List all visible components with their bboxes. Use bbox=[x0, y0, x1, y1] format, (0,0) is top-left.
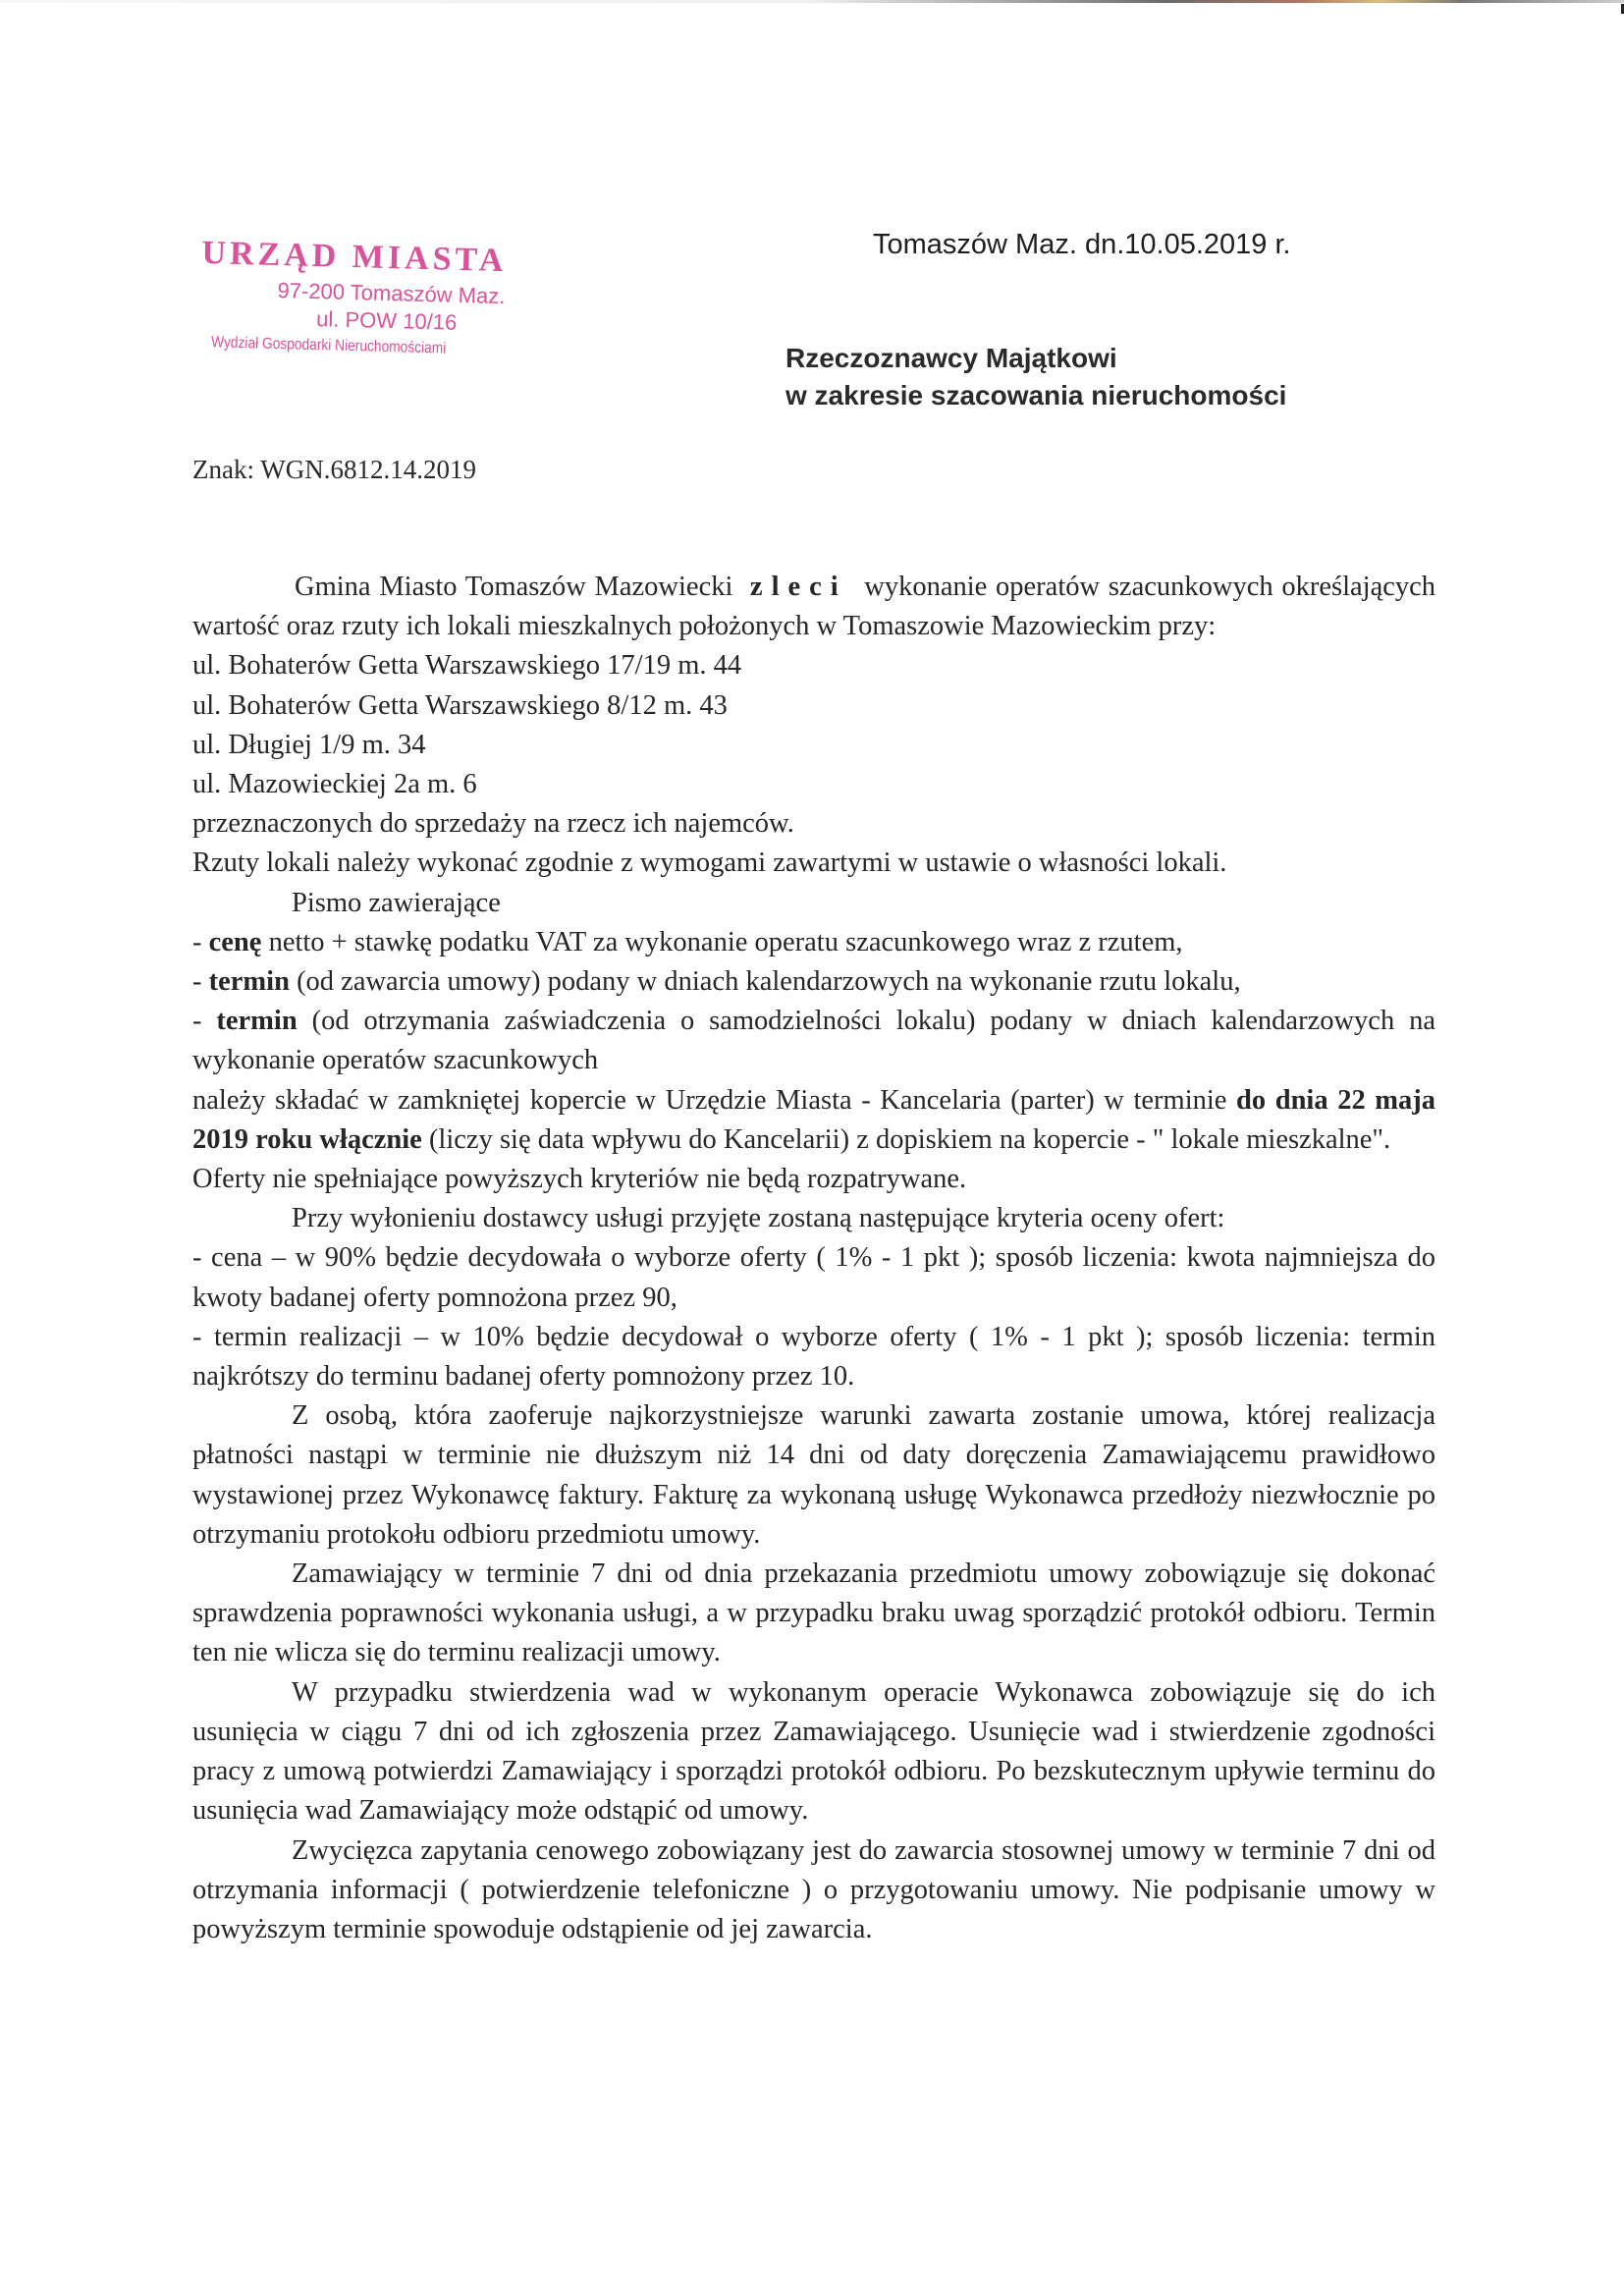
recipient-line-1: Rzeczoznawcy Majątkowi bbox=[785, 343, 1117, 373]
intro-paragraph bbox=[192, 568, 1435, 646]
address-item: ul. Bohaterów Getta Warszawskiego 8/12 m. 43 bbox=[192, 689, 728, 721]
address-item: ul. Długiej 1/9 m. 34 bbox=[192, 729, 426, 760]
defects-paragraph: W przypadku stwierdzenia wad w wykonanym operacie Wykonawca zobowiązuje się do ich usunięcia w ciągu 7 dni od ich zgłoszenia przez Zamawiającego. Usunięcie wad i stwierdzenie zgodności pracy z umową potwierdzi Zamawiający i sporządzi protokół odbioru. Po bezskutecznym upływie terminu do usunięcia wad Zamawiający może odstąpić od umowy. bbox=[192, 1676, 1435, 1827]
office-stamp bbox=[199, 234, 556, 364]
reference-number: Znak: WGN.6812.14.2019 bbox=[192, 455, 476, 484]
intro-text-post: wykonanie operatów szacunkowych określających wartość oraz rzuty ich lokali mieszkalnych położonych w Tomaszowie Mazowieckim przy: bbox=[192, 572, 1436, 642]
submission-text-pre: należy składać w zamkniętej kopercie w Urzędzie Miasta - Kancelaria (parter) w terminie bbox=[192, 1084, 1227, 1116]
letter-body bbox=[192, 568, 1435, 1949]
purpose-text: przeznaczonych do sprzedaży na rzecz ich najemców. bbox=[192, 808, 794, 840]
stamp-postcode: 97-200 Tomaszów Maz. bbox=[277, 278, 506, 309]
intro-keyword: zleci bbox=[749, 572, 847, 602]
criteria-intro: Przy wyłonieniu dostawcy usługi przyjęte zostaną następujące kryteria oceny ofert: bbox=[292, 1203, 1225, 1234]
requirement-item-plan-deadline: - termin (od zawarcia umowy) podany w dniach kalendarzowych na wykonanie rzutu lokalu, bbox=[192, 966, 1241, 998]
plans-note: Rzuty lokali należy wykonać zgodnie z wymogami zawartymi w ustawie o własności lokali. bbox=[192, 847, 1227, 879]
requirement-text: (od zawarcia umowy) podany w dniach kalendarzowych na wykonanie rzutu lokalu, bbox=[297, 966, 1241, 998]
address-item: ul. Bohaterów Getta Warszawskiego 17/19 m. 44 bbox=[192, 650, 742, 682]
intro-text-pre: Gmina Miasto Tomaszów Mazowiecki bbox=[295, 572, 733, 602]
place-and-date: Tomaszów Maz. dn.10.05.2019 r. bbox=[873, 229, 1291, 260]
requirement-item-appraisal-deadline: - termin (od otrzymania zaświadczenia o samodzielności lokalu) podany w dniach kalendarzowych na wykonanie operatów szacunkowych bbox=[192, 1006, 1435, 1076]
criterion-time: - termin realizacji – w 10% będzie decydował o wyborze oferty ( 1% - 1 pkt ); sposób liczenia: termin najkrótszy do terminu badanej oferty pomnożony przez 10. bbox=[192, 1321, 1435, 1393]
winner-paragraph: Zwycięzca zapytania cenowego zobowiązany jest do zawarcia stosownej umowy w terminie 7 dni od otrzymania informacji ( potwierdzenie telefoniczne ) o przygotowaniu umowy. Nie podpisanie umowy w powyższym terminie spowoduje odstąpienie od jej zawarcia. bbox=[192, 1834, 1435, 1944]
rejection-note: Oferty nie spełniające powyższych kryteriów nie będą rozpatrywane. bbox=[192, 1164, 967, 1195]
criterion-price: - cena – w 90% będzie decydowała o wyborze oferty ( 1% - 1 pkt ); sposób liczenia: kwota najmniejsza do kwoty badanej oferty pomnożona przez 90, bbox=[192, 1242, 1435, 1313]
requirement-keyword: termin bbox=[208, 966, 290, 998]
letter-contains-heading: Pismo zawierające bbox=[292, 887, 501, 918]
requirement-keyword: cenę bbox=[208, 926, 262, 957]
stamp-street: ul. POW 10/16 bbox=[315, 306, 458, 335]
requirement-item-price: - cenę netto + stawkę podatku VAT za wykonanie operatu szacunkowego wraz z rzutem, bbox=[192, 926, 1183, 957]
recipient-block bbox=[785, 340, 1286, 414]
requirement-text: (od otrzymania zaświadczenia o samodzielności lokalu) podany w dniach kalendarzowych na wykonanie operatów szacunkowych bbox=[192, 1006, 1435, 1076]
acceptance-paragraph: Zamawiający w terminie 7 dni od dnia przekazania przedmiotu umowy zobowiązuje się dokonać sprawdzenia poprawności wykonania usługi, a w przypadku braku uwag sporządzić protokół odbioru. Termin ten nie wlicza się do terminu realizacji umowy. bbox=[192, 1558, 1435, 1668]
scan-edge-artifact bbox=[0, 0, 1624, 3]
recipient-line-2: w zakresie szacowania nieruchomości bbox=[785, 380, 1287, 410]
stamp-title: URZĄD MIASTA bbox=[201, 234, 508, 280]
submission-deadline: do dnia 22 maja 2019 roku włącznie bbox=[192, 1084, 1436, 1155]
stamp-department: Wydział Gospodarki Nieruchomościami bbox=[210, 334, 447, 357]
requirement-keyword: termin bbox=[216, 1006, 298, 1037]
submission-text-post: (liczy się data wpływu do Kancelarii) z dopiskiem na kopercie - " lokale mieszkalne". bbox=[428, 1123, 1391, 1155]
contract-paragraph: Z osobą, która zaoferuje najkorzystniejsze warunki zawarta zostanie umowa, której realizacja płatności nastąpi w terminie nie dłuższym niż 14 dni od daty doręczenia Zamawiającemu prawidłowo wystawionej przez Wykonawcę faktury. Fakturę za wykonaną usługę Wykonawca przedłoży niezwłocznie po otrzymaniu protokołu odbioru przedmiotu umowy. bbox=[192, 1400, 1435, 1550]
requirement-text: netto + stawkę podatku VAT za wykonanie operatu szacunkowego wraz z rzutem, bbox=[268, 926, 1183, 957]
address-item: ul. Mazowieckiej 2a m. 6 bbox=[192, 769, 477, 800]
submission-instructions bbox=[192, 1081, 1435, 1160]
